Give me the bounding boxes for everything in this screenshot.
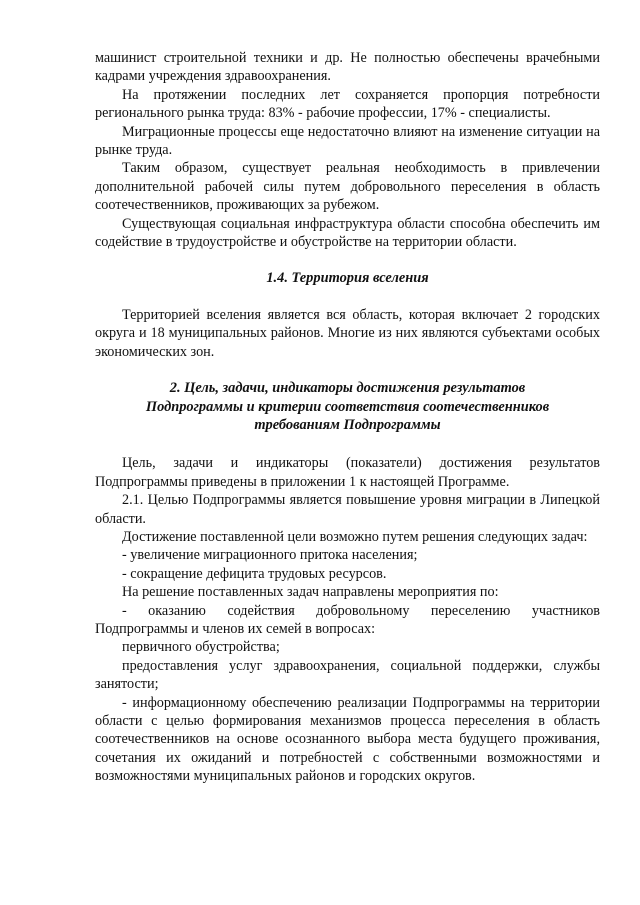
section-heading-1-4: 1.4. Территория вселения — [266, 270, 429, 287]
section-heading-2-line-2: Подпрограммы и критерии соответствия соотечественников — [145, 398, 550, 415]
paragraph-goals-appendix: Цель, задачи и индикаторы (показатели) достижения результатов Подпрограммы приведены в приложении 1 к настоящей Программе. — [95, 455, 600, 490]
list-item-services: предоставления услуг здравоохранения, социальной поддержки, службы занятости; — [95, 657, 600, 693]
list-item-resettlement-assistance: - оказанию содействия добровольному переселению участников Подпрограммы и членов их семей в вопросах: — [95, 602, 600, 637]
paragraph-migration-processes: Миграционные процессы еще недостаточно влияют на изменение ситуации на рынке труда. — [95, 123, 600, 159]
list-item-labor-deficit: - сокращение дефицита трудовых ресурсов. — [122, 565, 387, 582]
list-item-information-support: - информационному обеспечению реализации Подпрограммы на территории области с целью формирования механизмов процесса переселения в область соотечественников на основе осознанного выбора места будущего проживания, сочетания их ожиданий и потребностей с собственными возможностями и возможностями муниципальных районов и городских округов. — [95, 694, 600, 785]
section-heading-2-line-1: 2. Цель, задачи, индикаторы достижения результатов — [169, 380, 526, 397]
list-item-initial-settlement: первичного обустройства; — [122, 639, 280, 656]
paragraph-measures-intro: На решение поставленных задач направлены мероприятия по: — [122, 584, 499, 601]
section-heading-2-line-3: требованиям Подпрограммы — [254, 416, 441, 433]
paragraph-labor-market-proportion: На протяжении последних лет сохраняется пропорция потребности регионального рынка труда: 83% - рабочие профессии, 17% - специалисты. — [95, 86, 600, 122]
paragraph-social-infrastructure: Существующая социальная инфраструктура области способна обеспечить им содействие в трудоустройстве и обустройстве на территории области. — [95, 215, 600, 251]
paragraph-continuation: машинист строительной техники и др. Не полностью обеспечены врачебными кадрами учреждения здравоохранения. — [95, 50, 600, 85]
section-heading-2 — [95, 379, 600, 434]
paragraph-need-for-resettlement: Таким образом, существует реальная необходимость в привлечении дополнительной рабочей силы путем добровольного переселения в область соотечественников, проживающих за рубежом. — [95, 160, 600, 214]
paragraph-subprogram-goal: 2.1. Целью Подпрограммы является повышение уровня миграции в Липецкой области. — [95, 492, 600, 527]
list-item-migration-inflow: - увеличение миграционного притока населения; — [122, 547, 418, 564]
paragraph-tasks-intro: Достижение поставленной цели возможно путем решения следующих задач: — [122, 528, 588, 545]
paragraph-settlement-territory: Территорией вселения является вся область, которая включает 2 городских округа и 18 муниципальных районов. Многие из них являются субъектами особых экономических зон. — [95, 306, 600, 360]
